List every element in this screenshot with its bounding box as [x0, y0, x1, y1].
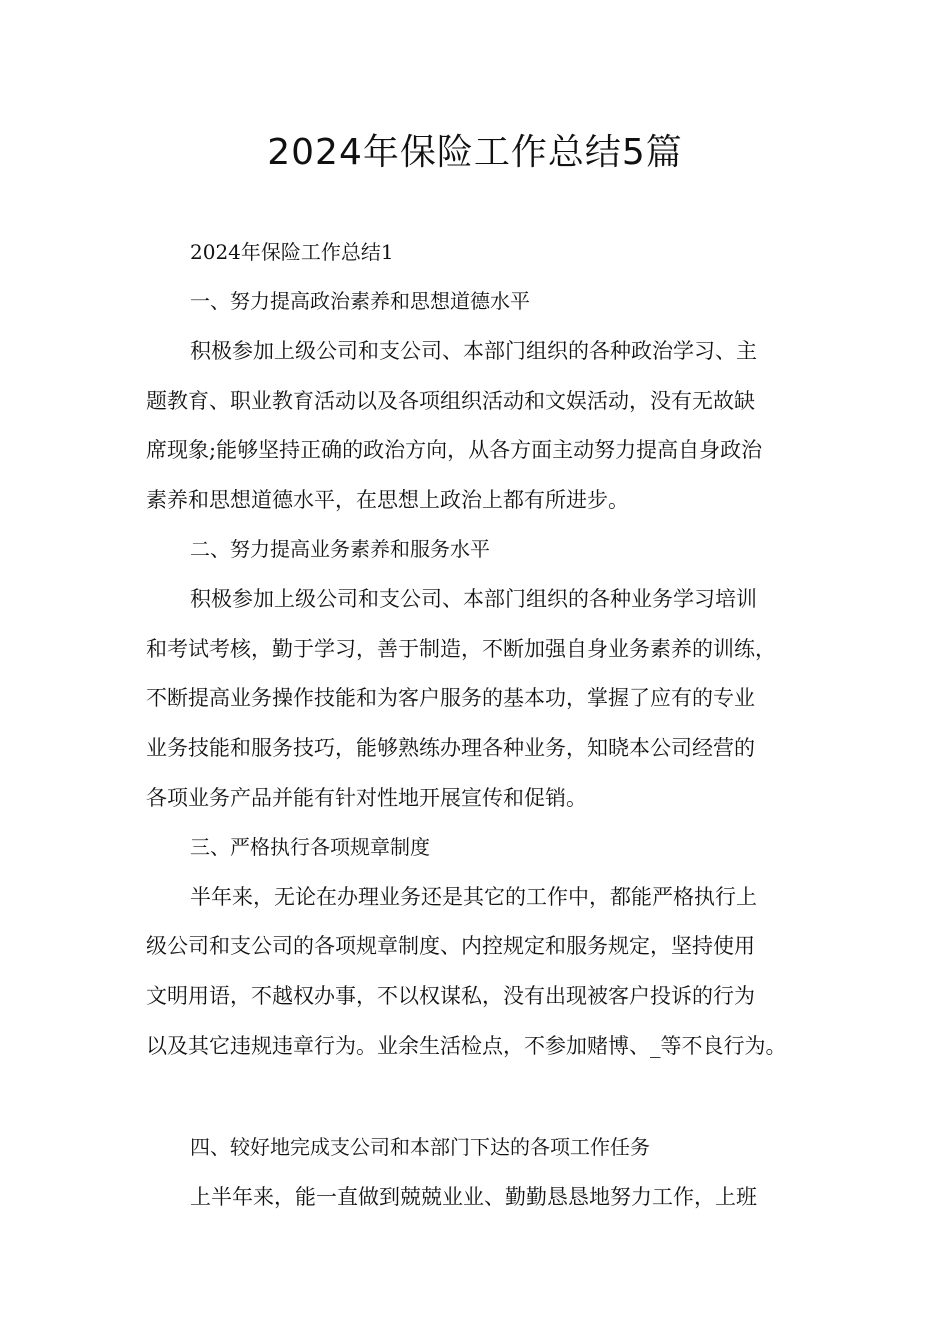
paragraph-line: 和考试考核，勤于学习，善于制造，不断加强自身业务素养的训练， [146, 637, 776, 661]
section-heading-2: 二、努力提高业务素养和服务水平 [190, 537, 490, 561]
section-heading-3: 三、严格执行各项规章制度 [190, 835, 430, 859]
paragraph-line: 级公司和支公司的各项规章制度、内控规定和服务规定，坚持使用 [146, 934, 755, 958]
paragraph-line: 各项业务产品并能有针对性地开展宣传和促销。 [146, 786, 587, 810]
section-subtitle: 2024年保险工作总结1 [190, 240, 394, 264]
paragraph-line: 席现象;能够坚持正确的政治方向，从各方面主动努力提高自身政治 [146, 438, 763, 462]
section-heading-1: 一、努力提高政治素养和思想道德水平 [190, 289, 530, 313]
paragraph-line: 半年来，无论在办理业务还是其它的工作中，都能严格执行上 [190, 885, 757, 909]
paragraph-line: 上半年来，能一直做到兢兢业业、勤勤恳恳地努力工作，上班 [190, 1185, 757, 1209]
document-title: 2024年保险工作总结5篇 [267, 132, 683, 173]
paragraph-line: 不断提高业务操作技能和为客户服务的基本功，掌握了应有的专业 [146, 686, 755, 710]
paragraph-line: 以及其它违规违章行为。业余生活检点，不参加赌博、_等不良行为。 [146, 1034, 787, 1058]
paragraph-line: 积极参加上级公司和支公司、本部门组织的各种政治学习、主 [190, 339, 757, 363]
paragraph-line: 积极参加上级公司和支公司、本部门组织的各种业务学习培训 [190, 587, 757, 611]
paragraph-line: 素养和思想道德水平，在思想上政治上都有所进步。 [146, 488, 629, 512]
paragraph-line: 文明用语，不越权办事，不以权谋私，没有出现被客户投诉的行为 [146, 984, 755, 1008]
paragraph-line: 题教育、职业教育活动以及各项组织活动和文娱活动，没有无故缺 [146, 389, 755, 413]
paragraph-line: 业务技能和服务技巧，能够熟练办理各种业务，知晓本公司经营的 [146, 736, 755, 760]
section-heading-4: 四、较好地完成支公司和本部门下达的各项工作任务 [190, 1135, 650, 1159]
